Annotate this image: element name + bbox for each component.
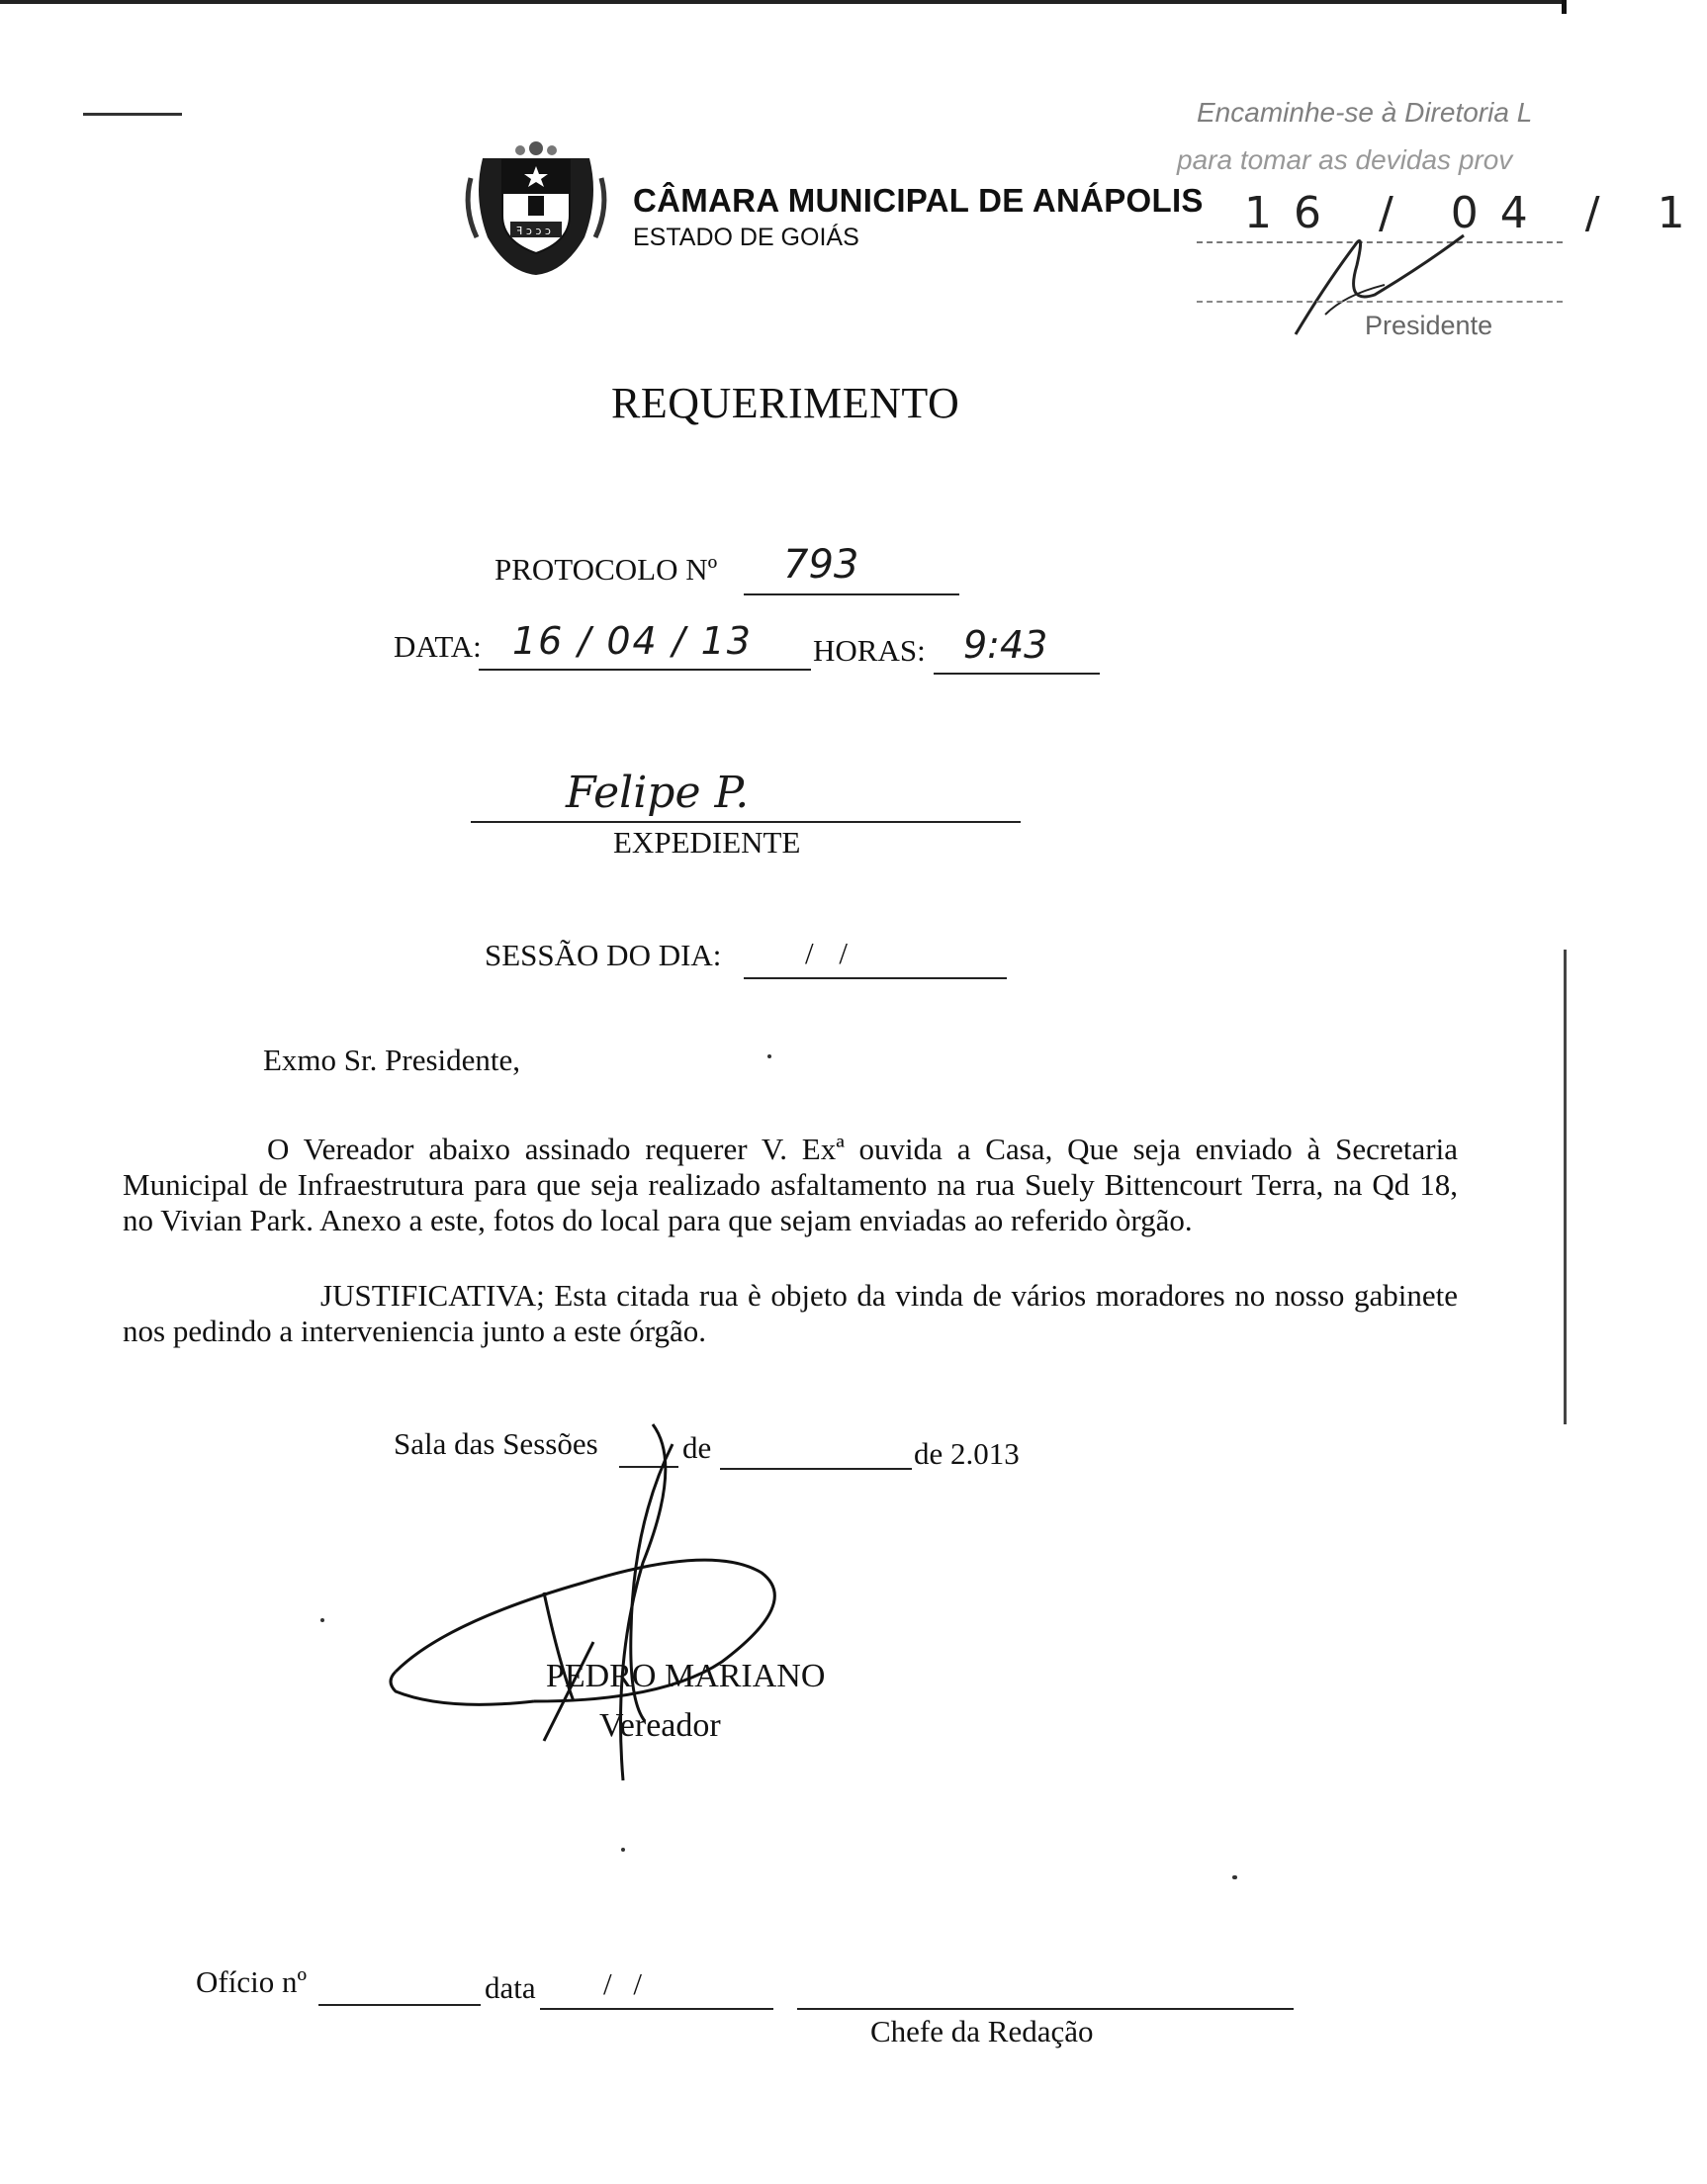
institution-state: ESTADO DE GOIÁS <box>633 224 859 251</box>
punch-mark <box>83 113 182 116</box>
vereador-signature <box>386 1405 900 1820</box>
forwarding-stamp <box>1167 97 1707 354</box>
stamp-date: 16 / 04 / 1 <box>1244 188 1707 238</box>
sala-label: Sala das Sessões <box>394 1426 598 1461</box>
institution-name: CÂMARA MUNICIPAL DE ANÁPOLIS <box>633 182 1204 219</box>
page-top-border <box>0 0 1567 4</box>
justification-paragraph: JUSTIFICATIVA; Esta citada rua è objeto da vinda de vários moradores no nosso gabinete nos pedindo a interveniencia junto a este órgão. <box>123 1278 1458 1348</box>
svg-text:ꟻ ↄ ↄ ↄ: ꟻ ↄ ↄ ↄ <box>516 225 551 237</box>
stamp-instruction-line1: Encaminhe-se à Diretoria L <box>1197 97 1533 128</box>
oficio-field <box>318 1964 481 2006</box>
protocolo-label: PROTOCOLO Nº <box>494 552 718 587</box>
sessao-field <box>744 936 1007 979</box>
horas-field <box>934 625 1100 675</box>
chefe-label: Chefe da Redação <box>870 2014 1094 2048</box>
signer-role: Vereador <box>599 1707 721 1744</box>
sessao-value: / / <box>805 936 848 970</box>
footer-data-label: data <box>485 1970 536 2005</box>
oficio-label: Ofício nº <box>196 1964 308 1999</box>
expediente-signature: Felipe P. <box>566 768 750 818</box>
coat-of-arms-icon <box>463 138 609 277</box>
footer-data-slashes: / / <box>603 1966 642 2001</box>
horas-value: 9:43 <box>963 623 1048 667</box>
stamp-signature-rule <box>1197 301 1563 303</box>
signer-name: PEDRO MARIANO <box>546 1658 826 1694</box>
sessao-label: SESSÃO DO DIA: <box>485 938 722 972</box>
request-paragraph: O Vereador abaixo assinado requerer V. Exª ouvida a Casa, Que seja enviado à Secretaria Municipal de Infraestrutura para que seja realizado asfaltamento na rua Suely Bittencourt Terra, na Qd 18, no Vivian Park. Anexo a este, fotos do local para que sejam enviadas ao referido òrgão. <box>123 1132 1458 1237</box>
salutation: Exmo Sr. Presidente, <box>263 1043 521 1077</box>
data-value: 16 / 04 / 13 <box>512 619 753 663</box>
stamp-instruction-line2: para tomar as devidas prov <box>1177 144 1513 175</box>
scan-speck <box>1232 1875 1237 1879</box>
scan-speck <box>767 1054 771 1058</box>
data-label: DATA: <box>394 629 482 664</box>
chefe-signature-field <box>797 1968 1294 2010</box>
page-right-edge <box>1564 950 1567 1424</box>
scan-speck <box>320 1618 324 1622</box>
sala-de-label: de <box>682 1430 712 1465</box>
page-corner-mark <box>1562 0 1567 14</box>
stamp-signatory-label: Presidente <box>1365 311 1493 340</box>
horas-label: HORAS: <box>813 633 926 668</box>
protocolo-value: 793 <box>783 542 859 588</box>
data-field <box>479 621 811 671</box>
document-title: REQUERIMENTO <box>611 379 960 427</box>
expediente-field <box>471 768 1021 823</box>
protocolo-field <box>744 542 959 595</box>
expediente-label: EXPEDIENTE <box>613 825 801 860</box>
sala-year-label: de 2.013 <box>914 1436 1020 1471</box>
scan-speck <box>621 1848 625 1852</box>
footer-data-field <box>540 1966 773 2010</box>
